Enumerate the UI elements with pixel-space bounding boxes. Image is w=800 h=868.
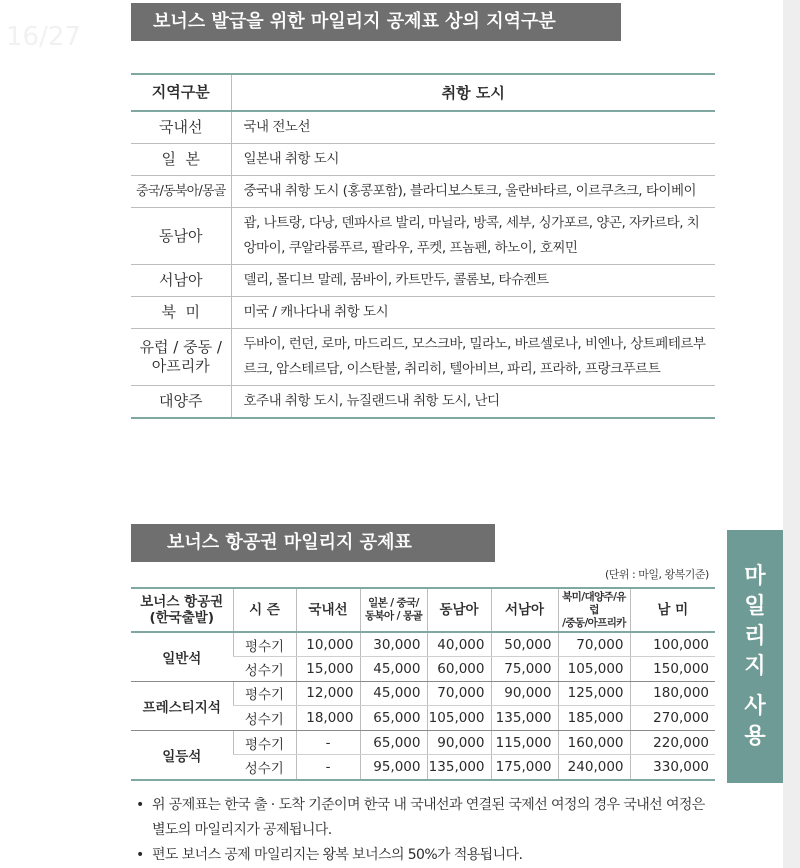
value-cell: -: [296, 730, 360, 755]
value-cell: 12,000: [296, 681, 360, 706]
season-cell: 평수기: [233, 730, 296, 755]
season-cell: 성수기: [233, 706, 296, 731]
season-cell: 평수기: [233, 681, 296, 706]
region-cities: 국내 전노선: [231, 111, 715, 144]
side-tab-char: 사: [744, 693, 766, 719]
side-tab-char: 일: [744, 593, 766, 619]
value-cell: 50,000: [491, 632, 558, 657]
mileage-table: [131, 587, 715, 781]
page-indicator: 16/27: [6, 22, 81, 52]
region-cities: 호주내 취항 도시, 뉴질랜드내 취항 도시, 난디: [231, 386, 715, 419]
value-cell: 65,000: [360, 730, 427, 755]
table-row: [131, 208, 715, 265]
value-cell: 240,000: [558, 755, 630, 780]
section-title-mileage: 보너스 항공권 마일리지 공제표: [131, 524, 495, 562]
value-cell: 175,000: [491, 755, 558, 780]
value-cell: 45,000: [360, 657, 427, 682]
side-tab-char: 리: [744, 623, 766, 649]
header-americas-line2: /중동/아프리카: [562, 616, 626, 629]
side-tab-char: 용: [744, 723, 766, 749]
value-cell: 105,000: [558, 657, 630, 682]
value-cell: 60,000: [427, 657, 491, 682]
table-row: [131, 297, 715, 329]
season-cell: 성수기: [233, 657, 296, 682]
header-ticket: [131, 588, 233, 632]
value-cell: 180,000: [630, 681, 715, 706]
season-cell: 성수기: [233, 755, 296, 780]
value-cell: 40,000: [427, 632, 491, 657]
header-region: 지역구분: [131, 74, 231, 111]
page-edge: [783, 0, 800, 868]
value-cell: 105,000: [427, 706, 491, 731]
region-cities: 델리, 몰디브 말레, 뭄바이, 카트만두, 콜롬보, 타슈켄트: [231, 265, 715, 297]
value-cell: 220,000: [630, 730, 715, 755]
side-tab-char: 마: [744, 563, 766, 589]
header-south-america: 남 미: [630, 588, 715, 632]
header-americas-europe: [558, 588, 630, 632]
side-tab-mileage-usage[interactable]: [727, 530, 783, 783]
value-cell: 330,000: [630, 755, 715, 780]
region-name: 서남아: [131, 265, 231, 297]
table-row: [131, 681, 715, 706]
unit-note: (단위 : 마일, 왕복기준): [605, 568, 709, 581]
header-japan-line1: 일본 / 중국/: [368, 597, 419, 609]
table-row: [131, 265, 715, 297]
value-cell: 125,000: [558, 681, 630, 706]
class-name: 일등석: [131, 730, 233, 779]
value-cell: 135,000: [491, 706, 558, 731]
header-japan-china: [360, 588, 427, 632]
value-cell: 90,000: [491, 681, 558, 706]
region-table: [131, 73, 715, 419]
table-row: [131, 730, 715, 755]
value-cell: 150,000: [630, 657, 715, 682]
value-cell: 18,000: [296, 706, 360, 731]
region-cities: 두바이, 런던, 로마, 마드리드, 모스크바, 밀라노, 바르셀로나, 비엔나, 상트페테르부르크, 암스테르담, 이스탄불, 취리히, 텔아비브, 파리, 프라하, 프랑크푸르트: [231, 329, 715, 386]
region-name: 일 본: [131, 144, 231, 176]
table-row: [131, 329, 715, 386]
value-cell: 90,000: [427, 730, 491, 755]
season-cell: 평수기: [233, 632, 296, 657]
region-name: 북 미: [131, 297, 231, 329]
header-southeast-asia: 동남아: [427, 588, 491, 632]
header-cities: 취항 도시: [231, 74, 715, 111]
region-name: 유럽 / 중동 / 아프리카: [131, 329, 231, 386]
region-name: 국내선: [131, 111, 231, 144]
value-cell: 30,000: [360, 632, 427, 657]
region-cities: 괌, 나트랑, 다낭, 덴파사르 발리, 마닐라, 방콕, 세부, 싱가포르, 양곤, 자카르타, 치앙마이, 쿠알라룸푸르, 팔라우, 푸켓, 프놈펜, 하노이, 호찌민: [231, 208, 715, 265]
value-cell: 270,000: [630, 706, 715, 731]
header-japan-line2: 동북아 / 몽골: [364, 610, 423, 622]
header-ticket-line2: (한국출발): [149, 610, 214, 626]
value-cell: 15,000: [296, 657, 360, 682]
value-cell: 10,000: [296, 632, 360, 657]
value-cell: 100,000: [630, 632, 715, 657]
value-cell: 45,000: [360, 681, 427, 706]
table-row: [131, 111, 715, 144]
region-cities: 중국내 취항 도시 (홍콩포함), 블라디보스토크, 울란바타르, 이르쿠츠크, 타이베이: [231, 176, 715, 208]
header-season: 시 즌: [233, 588, 296, 632]
region-cities: 미국 / 캐나다내 취항 도시: [231, 297, 715, 329]
note-item: • 편도 보너스 공제 마일리지는 왕복 보너스의 50%가 적용됩니다.: [140, 843, 720, 868]
header-southwest-asia: 서남아: [491, 588, 558, 632]
header-ticket-line1: 보너스 항공권: [140, 594, 224, 610]
value-cell: -: [296, 755, 360, 780]
table-row: [131, 144, 715, 176]
header-americas-line1: 북미/대양주/유럽: [562, 590, 626, 616]
class-name: 프레스티지석: [131, 681, 233, 730]
header-domestic: 국내선: [296, 588, 360, 632]
table-row: [131, 632, 715, 657]
region-table-header: [131, 74, 715, 111]
region-name: 중국/동북아/몽골: [131, 176, 231, 208]
section-title-region: 보너스 발급을 위한 마일리지 공제표 상의 지역구분: [131, 3, 621, 41]
value-cell: 160,000: [558, 730, 630, 755]
value-cell: 95,000: [360, 755, 427, 780]
value-cell: 185,000: [558, 706, 630, 731]
side-tab-char: 지: [744, 653, 766, 679]
class-name: 일반석: [131, 632, 233, 681]
region-name: 동남아: [131, 208, 231, 265]
region-name: 대양주: [131, 386, 231, 419]
value-cell: 135,000: [427, 755, 491, 780]
table-row: [131, 386, 715, 419]
note-item: • 위 공제표는 한국 출 · 도착 기준이며 한국 내 국내선과 연결된 국제선 여정의 경우 국내선 여정은 별도의 마일리지가 공제됩니다.: [140, 793, 720, 843]
value-cell: 70,000: [427, 681, 491, 706]
value-cell: 65,000: [360, 706, 427, 731]
notes-list: [140, 793, 720, 868]
mileage-table-header: [131, 588, 715, 632]
region-cities: 일본내 취항 도시: [231, 144, 715, 176]
value-cell: 115,000: [491, 730, 558, 755]
value-cell: 75,000: [491, 657, 558, 682]
table-row: [131, 176, 715, 208]
value-cell: 70,000: [558, 632, 630, 657]
